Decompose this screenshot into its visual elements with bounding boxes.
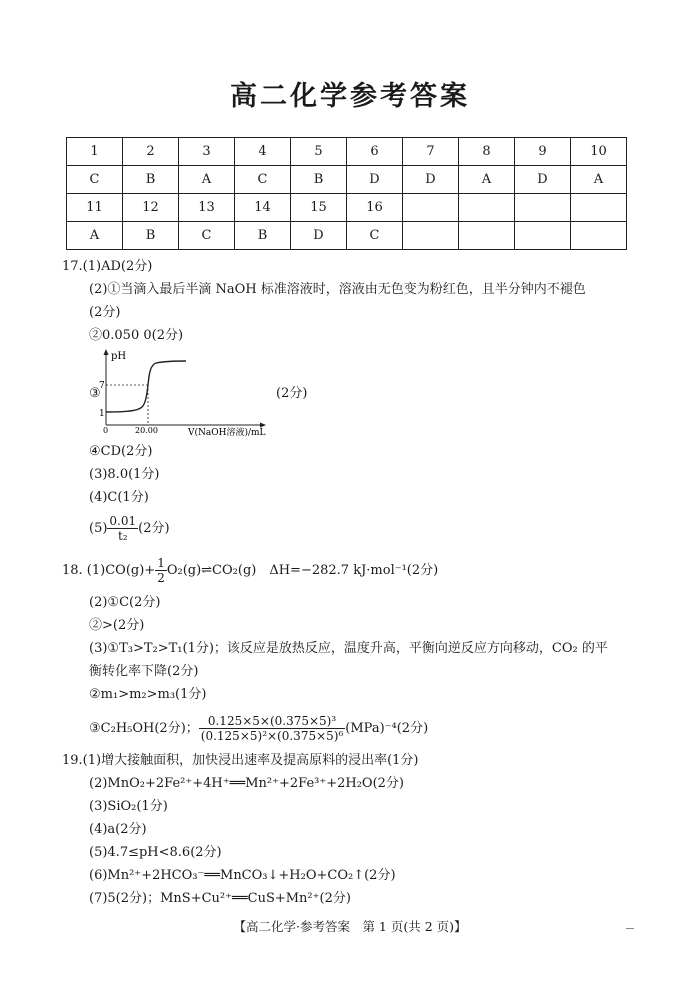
x-tick-20: 20.00: [135, 426, 158, 435]
titration-curve-graph: [96, 345, 296, 437]
table-cell: D: [291, 222, 347, 250]
q17-line-8: (4)C(1分): [89, 490, 149, 505]
table-cell: [515, 222, 571, 250]
table-cell: 16: [347, 194, 403, 222]
fraction-denominator: 2: [157, 571, 165, 585]
table-cell: [459, 222, 515, 250]
y-tick-7: 7: [99, 381, 105, 391]
fraction: [155, 556, 167, 585]
x-axis-arrow: [260, 423, 266, 428]
fraction: [199, 714, 346, 743]
table-cell: C: [67, 166, 123, 194]
q19-line-6: (6)Mn²⁺+2HCO₃⁻══MnCO₃↓+H₂O+CO₂↑(2分): [89, 868, 396, 883]
fraction-numerator: 1: [157, 556, 165, 570]
q17-5-suffix: (2分): [138, 521, 170, 536]
q17-line-2: (2)①当滴入最后半滴 NaOH 标准溶液时，溶液由无色变为粉红色，且半分钟内不褪色: [89, 282, 586, 297]
table-cell: 5: [291, 138, 347, 166]
table-cell: 1: [67, 138, 123, 166]
q18-line-2: (2)①C(2分): [89, 595, 161, 610]
fraction-numerator: 0.01: [109, 514, 137, 528]
page-footer: 【高二化学·参考答案 第 1 页(共 2 页)】: [233, 919, 467, 934]
table-cell: 9: [515, 138, 571, 166]
table-cell: [403, 194, 459, 222]
table-cell: B: [235, 222, 291, 250]
q17-line-4: ②0.050 0(2分): [89, 328, 184, 343]
table-cell: 15: [291, 194, 347, 222]
table-cell: 12: [123, 194, 179, 222]
q17-line-7: (3)8.0(1分): [89, 467, 160, 482]
table-cell: B: [291, 166, 347, 194]
y-axis-arrow: [104, 349, 109, 355]
table-row: [67, 222, 627, 250]
q17-line-3: (2分): [89, 305, 121, 320]
q17-line-6: ④CD(2分): [89, 444, 153, 459]
table-row: [67, 166, 627, 194]
table-row: [67, 194, 627, 222]
table-cell: 11: [67, 194, 123, 222]
table-cell: A: [179, 166, 235, 194]
table-cell: [403, 222, 459, 250]
q18-7-prefix: ③C₂H₅OH(2分)；: [89, 721, 199, 736]
table-cell: 10: [571, 138, 627, 166]
q17-line-1: 17.(1)AD(2分): [62, 259, 153, 274]
q17-5-prefix: (5): [89, 521, 108, 536]
table-cell: B: [123, 222, 179, 250]
q19-line-5: (5)4.7≤pH<8.6(2分): [89, 845, 222, 860]
q19-line-4: (4)a(2分): [89, 822, 147, 837]
fraction-denominator: (0.125×5)²×(0.375×5)⁶: [200, 729, 344, 743]
table-cell: D: [403, 166, 459, 194]
table-cell: A: [571, 166, 627, 194]
table-cell: [571, 222, 627, 250]
table-cell: [571, 194, 627, 222]
q17-line-9: [89, 514, 170, 543]
q19-line-7: (7)5(2分)；MnS+Cu²⁺══CuS+Mn²⁺(2分): [89, 891, 351, 906]
fraction: [107, 514, 138, 543]
fraction-denominator: t₂: [117, 529, 128, 543]
q18-1-suffix: O₂(g)⇌CO₂(g) ΔH=−282.7 kJ·mol⁻¹(2分): [166, 563, 439, 578]
q17-graph-score: (2分): [276, 386, 308, 401]
table-cell: 13: [179, 194, 235, 222]
q19-line-3: (3)SiO₂(1分): [89, 799, 168, 814]
table-row: [67, 138, 627, 166]
titration-curve: [106, 361, 186, 412]
table-cell: A: [67, 222, 123, 250]
table-cell: [459, 194, 515, 222]
q18-line-5: 衡转化率下降(2分): [89, 664, 199, 679]
table-cell: C: [235, 166, 291, 194]
table-cell: 14: [235, 194, 291, 222]
table-cell: [515, 194, 571, 222]
table-cell: A: [459, 166, 515, 194]
table-cell: 3: [179, 138, 235, 166]
x-axis-label: V(NaOH溶液)/mL: [188, 428, 266, 437]
q18-line-3: ②>(2分): [89, 618, 145, 633]
y-axis-label: pH: [111, 351, 127, 362]
x-tick-0: 0: [103, 426, 109, 435]
table-cell: C: [347, 222, 403, 250]
q19-line-1: 19.(1)增大接触面积，加快浸出速率及提高原料的浸出率(1分): [62, 753, 419, 768]
fraction-numerator: 0.125×5×(0.375×5)³: [199, 714, 346, 729]
q18-line-4: (3)①T₃>T₂>T₁(1分)；该反应是放热反应，温度升高，平衡向逆反应方向移动，CO₂ 的平: [89, 641, 608, 656]
table-cell: C: [179, 222, 235, 250]
y-tick-1: 1: [99, 409, 105, 419]
table-cell: 8: [459, 138, 515, 166]
q18-line-1: [62, 556, 438, 585]
page-title: 高二化学参考答案: [230, 81, 470, 112]
q19-line-2: (2)MnO₂+2Fe²⁺+4H⁺══Mn²⁺+2Fe³⁺+2H₂O(2分): [89, 776, 405, 791]
table-cell: 2: [123, 138, 179, 166]
table-cell: 7: [403, 138, 459, 166]
table-cell: 6: [347, 138, 403, 166]
answer-table: [66, 137, 627, 250]
table-cell: D: [515, 166, 571, 194]
table-cell: D: [347, 166, 403, 194]
q18-7-suffix: (MPa)⁻⁴(2分): [345, 721, 429, 736]
corner-mark: [626, 928, 634, 929]
q18-line-6: ②m₁>m₂>m₃(1分): [89, 687, 207, 702]
table-cell: B: [123, 166, 179, 194]
q18-1-prefix: 18. (1)CO(g)+: [62, 563, 156, 578]
table-cell: 4: [235, 138, 291, 166]
q18-line-7: [89, 714, 428, 743]
q17-graph-label: ③: [89, 386, 101, 401]
